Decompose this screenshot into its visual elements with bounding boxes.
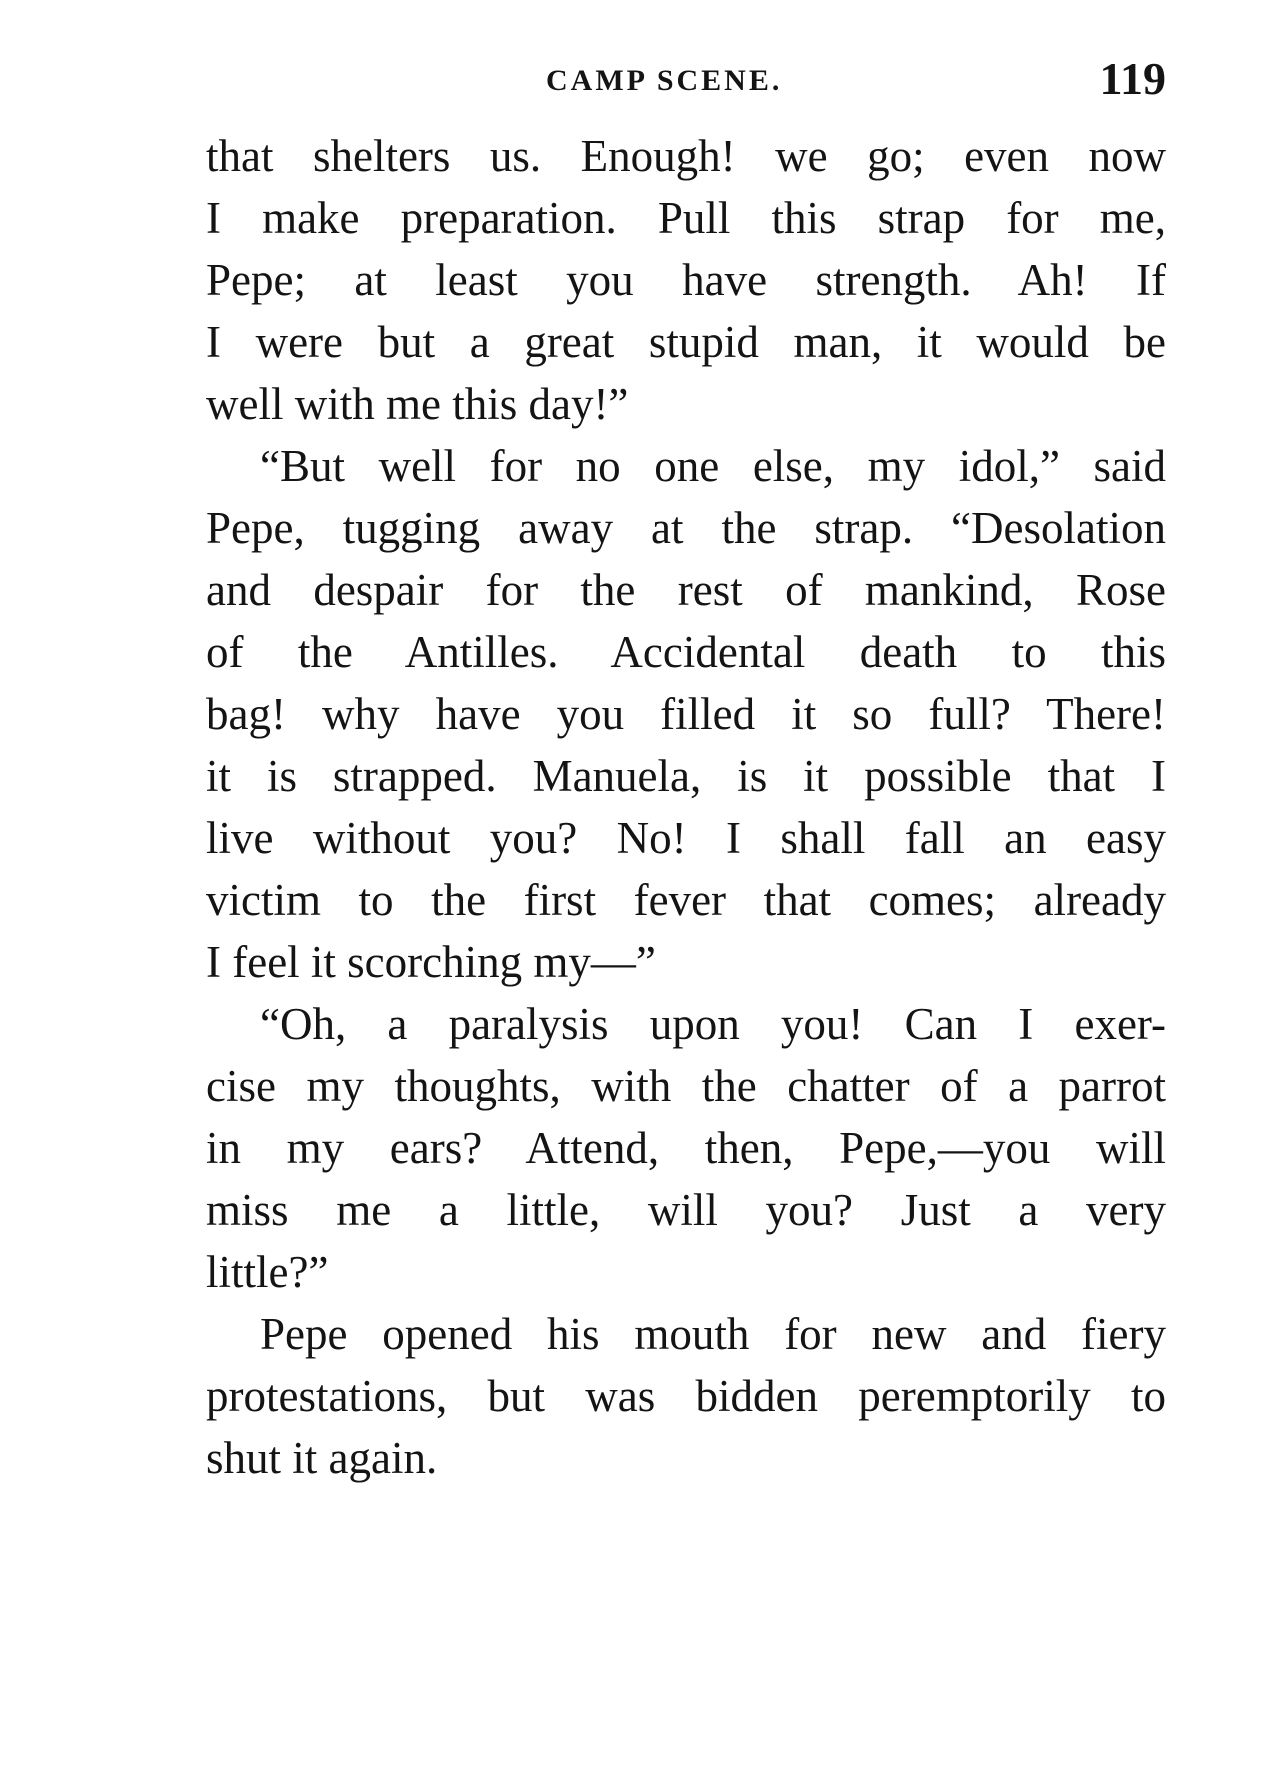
text-line: miss me a little, will you? Just a very xyxy=(206,1185,1166,1235)
text-line: Pepe opened his mouth for new and fiery xyxy=(260,1309,1166,1359)
running-head xyxy=(206,52,1166,108)
text-line: I were but a great stupid man, it would be xyxy=(206,317,1166,367)
text-line: victim to the first fever that comes; already xyxy=(206,875,1166,925)
text-line: “But well for no one else, my idol,” said xyxy=(260,441,1166,491)
text-line: shut it again. xyxy=(206,1433,438,1483)
text-line: Pepe, tugging away at the strap. “Desolation xyxy=(206,503,1166,553)
text-line: Pepe; at least you have strength. Ah! If xyxy=(206,255,1166,305)
text-line: “Oh, a paralysis upon you! Can I exer- xyxy=(260,999,1166,1049)
text-line: and despair for the rest of mankind, Rose xyxy=(206,565,1166,615)
page-number: 119 xyxy=(1099,53,1166,104)
text-line: protestations, but was bidden peremptorily to xyxy=(206,1371,1166,1421)
text-line: I make preparation. Pull this strap for me, xyxy=(206,193,1166,243)
text-line: well with me this day!” xyxy=(206,379,629,429)
text-line: little?” xyxy=(206,1247,329,1297)
text-line: bag! why have you filled it so full? There! xyxy=(206,689,1166,739)
text-line: that shelters us. Enough! we go; even now xyxy=(206,131,1166,181)
text-line: it is strapped. Manuela, is it possible that I xyxy=(206,751,1166,801)
text-line: I feel it scorching my—” xyxy=(206,937,656,987)
text-line: cise my thoughts, with the chatter of a parrot xyxy=(206,1061,1166,1111)
text-line: live without you? No! I shall fall an easy xyxy=(206,813,1166,863)
text-line: in my ears? Attend, then, Pepe,—you will xyxy=(206,1123,1166,1173)
text-line: of the Antilles. Accidental death to this xyxy=(206,627,1166,677)
running-title: CAMP SCENE. xyxy=(546,64,783,97)
